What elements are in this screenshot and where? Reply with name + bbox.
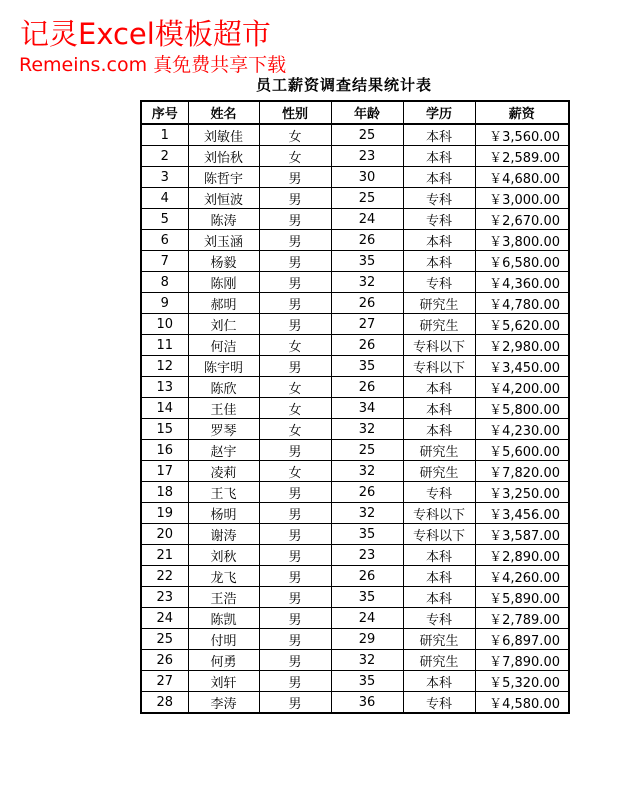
cell-index: 19	[141, 503, 188, 524]
cell-education: 专科以下	[403, 503, 475, 524]
table-body	[141, 124, 569, 713]
cell-index: 4	[141, 188, 188, 209]
cell-index: 28	[141, 692, 188, 714]
table-row	[141, 272, 569, 293]
cell-salary: ￥3,587.00	[475, 524, 569, 545]
header-gender: 性别	[259, 101, 331, 124]
header-age: 年龄	[331, 101, 403, 124]
table-row	[141, 419, 569, 440]
table-row	[141, 335, 569, 356]
table-row	[141, 146, 569, 167]
cell-name: 陈涛	[188, 209, 259, 230]
cell-gender: 男	[259, 314, 331, 335]
cell-education: 本科	[403, 419, 475, 440]
cell-education: 研究生	[403, 461, 475, 482]
header-salary: 薪资	[475, 101, 569, 124]
header-row	[141, 101, 569, 124]
cell-salary: ￥2,589.00	[475, 146, 569, 167]
table-row	[141, 398, 569, 419]
cell-education: 本科	[403, 230, 475, 251]
cell-age: 35	[331, 524, 403, 545]
cell-salary: ￥4,780.00	[475, 293, 569, 314]
cell-salary: ￥4,230.00	[475, 419, 569, 440]
salary-table	[140, 100, 570, 714]
cell-index: 20	[141, 524, 188, 545]
cell-salary: ￥6,897.00	[475, 629, 569, 650]
cell-name: 王浩	[188, 587, 259, 608]
watermark-subtitle: Remeins.com 真免费共享下载	[19, 54, 287, 76]
cell-index: 1	[141, 124, 188, 146]
header-education: 学历	[403, 101, 475, 124]
cell-age: 26	[331, 230, 403, 251]
cell-age: 32	[331, 650, 403, 671]
table-row	[141, 356, 569, 377]
cell-education: 本科	[403, 566, 475, 587]
cell-education: 本科	[403, 146, 475, 167]
cell-education: 专科	[403, 608, 475, 629]
cell-index: 7	[141, 251, 188, 272]
cell-age: 35	[331, 251, 403, 272]
table-row	[141, 524, 569, 545]
cell-name: 陈宇明	[188, 356, 259, 377]
cell-education: 专科	[403, 692, 475, 714]
table-row	[141, 482, 569, 503]
cell-age: 25	[331, 188, 403, 209]
cell-gender: 女	[259, 146, 331, 167]
cell-index: 5	[141, 209, 188, 230]
cell-age: 34	[331, 398, 403, 419]
cell-age: 26	[331, 377, 403, 398]
cell-name: 谢涛	[188, 524, 259, 545]
cell-name: 陈刚	[188, 272, 259, 293]
cell-gender: 男	[259, 545, 331, 566]
table-row	[141, 650, 569, 671]
cell-salary: ￥3,560.00	[475, 124, 569, 146]
cell-gender: 男	[259, 503, 331, 524]
table-row	[141, 188, 569, 209]
cell-index: 17	[141, 461, 188, 482]
cell-age: 24	[331, 608, 403, 629]
header-name: 姓名	[188, 101, 259, 124]
cell-index: 14	[141, 398, 188, 419]
cell-index: 23	[141, 587, 188, 608]
cell-gender: 男	[259, 440, 331, 461]
cell-age: 23	[331, 146, 403, 167]
cell-age: 32	[331, 272, 403, 293]
cell-name: 付明	[188, 629, 259, 650]
cell-education: 研究生	[403, 629, 475, 650]
cell-education: 本科	[403, 671, 475, 692]
cell-name: 李涛	[188, 692, 259, 714]
cell-index: 27	[141, 671, 188, 692]
cell-index: 12	[141, 356, 188, 377]
cell-index: 25	[141, 629, 188, 650]
table-row	[141, 461, 569, 482]
cell-education: 专科	[403, 188, 475, 209]
cell-gender: 男	[259, 524, 331, 545]
cell-education: 本科	[403, 587, 475, 608]
cell-age: 25	[331, 440, 403, 461]
cell-gender: 男	[259, 188, 331, 209]
table-row	[141, 671, 569, 692]
cell-age: 32	[331, 503, 403, 524]
cell-gender: 女	[259, 335, 331, 356]
cell-age: 35	[331, 356, 403, 377]
cell-name: 郝明	[188, 293, 259, 314]
cell-age: 29	[331, 629, 403, 650]
cell-salary: ￥3,250.00	[475, 482, 569, 503]
table-row	[141, 629, 569, 650]
cell-salary: ￥5,890.00	[475, 587, 569, 608]
table-row	[141, 209, 569, 230]
table-row	[141, 167, 569, 188]
cell-index: 8	[141, 272, 188, 293]
cell-education: 本科	[403, 167, 475, 188]
table-row	[141, 377, 569, 398]
cell-name: 刘轩	[188, 671, 259, 692]
cell-name: 王佳	[188, 398, 259, 419]
table-header	[141, 101, 569, 124]
cell-age: 32	[331, 419, 403, 440]
cell-salary: ￥7,820.00	[475, 461, 569, 482]
cell-salary: ￥4,200.00	[475, 377, 569, 398]
cell-gender: 男	[259, 272, 331, 293]
cell-salary: ￥5,620.00	[475, 314, 569, 335]
cell-salary: ￥3,450.00	[475, 356, 569, 377]
cell-salary: ￥4,360.00	[475, 272, 569, 293]
cell-salary: ￥5,320.00	[475, 671, 569, 692]
cell-age: 23	[331, 545, 403, 566]
cell-index: 24	[141, 608, 188, 629]
cell-name: 罗琴	[188, 419, 259, 440]
cell-index: 18	[141, 482, 188, 503]
table-row	[141, 440, 569, 461]
cell-salary: ￥4,580.00	[475, 692, 569, 714]
cell-name: 刘怡秋	[188, 146, 259, 167]
cell-salary: ￥6,580.00	[475, 251, 569, 272]
cell-name: 凌莉	[188, 461, 259, 482]
cell-gender: 女	[259, 419, 331, 440]
cell-gender: 男	[259, 167, 331, 188]
cell-gender: 女	[259, 124, 331, 146]
cell-name: 何勇	[188, 650, 259, 671]
cell-gender: 男	[259, 692, 331, 714]
table-row	[141, 124, 569, 146]
cell-index: 2	[141, 146, 188, 167]
cell-salary: ￥5,600.00	[475, 440, 569, 461]
cell-education: 本科	[403, 124, 475, 146]
cell-education: 研究生	[403, 650, 475, 671]
watermark-title: 记灵Excel模板超市	[20, 17, 271, 51]
cell-salary: ￥4,260.00	[475, 566, 569, 587]
cell-gender: 女	[259, 377, 331, 398]
cell-name: 杨毅	[188, 251, 259, 272]
cell-education: 专科	[403, 209, 475, 230]
cell-gender: 男	[259, 629, 331, 650]
cell-age: 24	[331, 209, 403, 230]
cell-index: 6	[141, 230, 188, 251]
cell-gender: 男	[259, 230, 331, 251]
cell-education: 本科	[403, 545, 475, 566]
cell-age: 36	[331, 692, 403, 714]
cell-gender: 男	[259, 482, 331, 503]
table-row	[141, 692, 569, 714]
cell-index: 21	[141, 545, 188, 566]
table-row	[141, 251, 569, 272]
cell-name: 陈凯	[188, 608, 259, 629]
table-row	[141, 566, 569, 587]
header-index: 序号	[141, 101, 188, 124]
cell-education: 研究生	[403, 293, 475, 314]
cell-age: 35	[331, 587, 403, 608]
cell-gender: 男	[259, 671, 331, 692]
cell-salary: ￥5,800.00	[475, 398, 569, 419]
cell-education: 专科以下	[403, 524, 475, 545]
cell-education: 研究生	[403, 440, 475, 461]
cell-index: 9	[141, 293, 188, 314]
cell-index: 26	[141, 650, 188, 671]
cell-salary: ￥3,000.00	[475, 188, 569, 209]
cell-gender: 男	[259, 251, 331, 272]
cell-name: 杨明	[188, 503, 259, 524]
cell-name: 刘恒波	[188, 188, 259, 209]
cell-age: 26	[331, 293, 403, 314]
document-title: 员工薪资调查结果统计表	[256, 76, 433, 94]
table-row	[141, 293, 569, 314]
cell-salary: ￥2,670.00	[475, 209, 569, 230]
cell-age: 26	[331, 335, 403, 356]
cell-salary: ￥2,980.00	[475, 335, 569, 356]
cell-education: 本科	[403, 398, 475, 419]
cell-name: 赵宇	[188, 440, 259, 461]
cell-age: 26	[331, 566, 403, 587]
table-row	[141, 314, 569, 335]
cell-name: 王飞	[188, 482, 259, 503]
cell-education: 研究生	[403, 314, 475, 335]
cell-index: 11	[141, 335, 188, 356]
cell-name: 刘秋	[188, 545, 259, 566]
cell-index: 10	[141, 314, 188, 335]
table-row	[141, 587, 569, 608]
cell-education: 本科	[403, 251, 475, 272]
cell-name: 刘仁	[188, 314, 259, 335]
cell-name: 刘敏佳	[188, 124, 259, 146]
cell-salary: ￥2,789.00	[475, 608, 569, 629]
cell-age: 26	[331, 482, 403, 503]
cell-name: 龙飞	[188, 566, 259, 587]
cell-index: 3	[141, 167, 188, 188]
cell-name: 刘玉涵	[188, 230, 259, 251]
cell-salary: ￥3,456.00	[475, 503, 569, 524]
cell-name: 何洁	[188, 335, 259, 356]
cell-index: 22	[141, 566, 188, 587]
table-row	[141, 608, 569, 629]
cell-name: 陈哲宇	[188, 167, 259, 188]
cell-gender: 男	[259, 587, 331, 608]
cell-salary: ￥2,890.00	[475, 545, 569, 566]
cell-name: 陈欣	[188, 377, 259, 398]
cell-age: 27	[331, 314, 403, 335]
cell-gender: 女	[259, 461, 331, 482]
cell-gender: 女	[259, 398, 331, 419]
cell-index: 16	[141, 440, 188, 461]
cell-index: 13	[141, 377, 188, 398]
cell-gender: 男	[259, 209, 331, 230]
cell-education: 专科	[403, 482, 475, 503]
cell-age: 32	[331, 461, 403, 482]
cell-salary: ￥3,800.00	[475, 230, 569, 251]
table-row	[141, 230, 569, 251]
cell-education: 专科以下	[403, 356, 475, 377]
cell-gender: 男	[259, 356, 331, 377]
cell-gender: 男	[259, 566, 331, 587]
cell-index: 15	[141, 419, 188, 440]
cell-age: 30	[331, 167, 403, 188]
cell-salary: ￥4,680.00	[475, 167, 569, 188]
cell-education: 专科以下	[403, 335, 475, 356]
cell-age: 25	[331, 124, 403, 146]
table-row	[141, 545, 569, 566]
cell-gender: 男	[259, 650, 331, 671]
cell-gender: 男	[259, 608, 331, 629]
cell-age: 35	[331, 671, 403, 692]
cell-salary: ￥7,890.00	[475, 650, 569, 671]
cell-education: 专科	[403, 272, 475, 293]
cell-education: 本科	[403, 377, 475, 398]
table-row	[141, 503, 569, 524]
cell-gender: 男	[259, 293, 331, 314]
